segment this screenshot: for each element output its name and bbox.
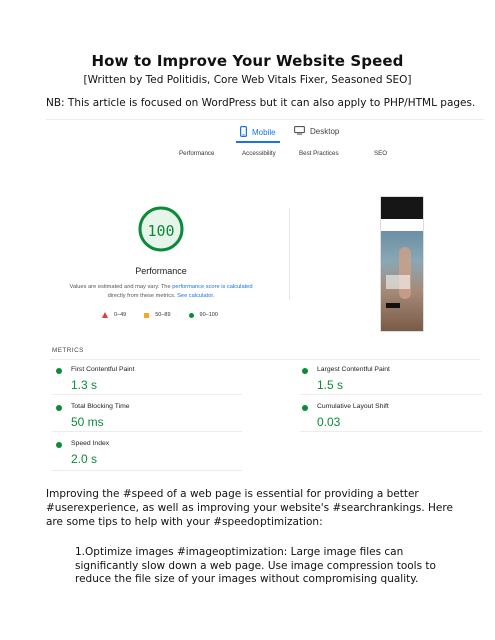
mobile-icon	[240, 126, 247, 139]
intro-paragraph: Improving the #speed of a web page is essential for providing a better #userexperience, as well as improving your website's #searchrankings. Here are some tips to help with your #speedoptimization:	[46, 488, 453, 528]
square-icon	[144, 313, 149, 318]
metric-value: 0.03	[317, 415, 341, 429]
metric-value: 1.3 s	[71, 378, 98, 392]
metric-row-divider	[52, 431, 242, 432]
good-dot-icon	[56, 442, 62, 448]
section-divider	[289, 208, 290, 300]
circle-icon	[189, 313, 194, 318]
thumbnail-figure	[399, 247, 411, 299]
tab-desktop[interactable]	[294, 126, 339, 137]
metrics-header: METRICS	[52, 347, 84, 354]
category-performance[interactable]: Performance	[179, 150, 215, 157]
legend-good-label: 90–100	[199, 312, 218, 318]
score-note-text-2: directly from these metrics.	[107, 293, 178, 299]
desktop-icon	[294, 126, 305, 137]
metric-value: 1.5 s	[317, 378, 344, 392]
good-dot-icon	[56, 405, 62, 411]
thumbnail-header	[381, 197, 423, 219]
good-dot-icon	[302, 405, 308, 411]
score-label: Performance	[135, 266, 187, 276]
report-top-divider	[46, 119, 484, 120]
thumbnail-text-block	[386, 275, 410, 289]
article-byline: [Written by Ted Politidis, Core Web Vitals Fixer, Seasoned SEO]	[83, 74, 412, 86]
tab-desktop-label: Desktop	[310, 127, 340, 136]
metric-row-divider	[300, 431, 482, 432]
metrics-divider	[50, 359, 480, 360]
legend-poor-label: 0–49	[114, 312, 127, 318]
thumbnail-hero-image	[381, 231, 423, 331]
metric-name: First Contentful Paint	[71, 366, 135, 373]
score-note-text-1: Values are estimated and may vary. The	[69, 284, 173, 290]
see-calculator-link[interactable]: See calculator.	[177, 293, 215, 299]
thumbnail-button	[386, 303, 400, 308]
good-dot-icon	[56, 368, 62, 374]
metric-row-divider	[52, 470, 242, 471]
metric-name: Largest Contentful Paint	[317, 366, 390, 373]
tab-mobile[interactable]	[240, 126, 276, 139]
metric-value: 50 ms	[71, 415, 104, 429]
tip-image-optimization: 1.Optimize images #imageoptimization: Large image files can significantly slow down a web page. Use image compression tools to reduce the file size of your images without compromising quality.	[75, 546, 436, 585]
metric-row-divider	[300, 394, 482, 395]
legend-average-label: 50–89	[155, 312, 171, 318]
legend-good	[189, 312, 218, 318]
legend-poor	[102, 312, 126, 318]
metric-name: Total Blocking Time	[71, 403, 130, 410]
category-seo[interactable]: SEO	[374, 150, 388, 157]
tab-mobile-label: Mobile	[252, 128, 276, 137]
score-calculated-link[interactable]: performance score is calculated	[172, 284, 253, 290]
article-title: How to Improve Your Website Speed	[91, 52, 404, 70]
nb-note: NB: This article is focused on WordPress but it can also apply to PHP/HTML pages.	[46, 97, 476, 109]
pagespeed-report-screenshot	[46, 118, 484, 478]
metric-value: 2.0 s	[71, 452, 98, 466]
triangle-icon	[102, 312, 108, 318]
thumbnail-nav	[381, 219, 423, 231]
legend-average	[144, 312, 170, 318]
score-legend	[102, 312, 236, 318]
metric-name: Cumulative Layout Shift	[317, 403, 389, 410]
score-note	[56, 283, 266, 301]
mobile-tab-underline	[236, 141, 280, 143]
performance-score: 100	[147, 222, 175, 240]
metric-name: Speed Index	[71, 440, 110, 447]
metric-row-divider	[52, 394, 242, 395]
page-screenshot-thumbnail	[380, 196, 424, 332]
category-accessibility[interactable]: Accessibility	[242, 150, 276, 157]
category-best-practices[interactable]: Best Practices	[299, 150, 339, 157]
good-dot-icon	[302, 368, 308, 374]
